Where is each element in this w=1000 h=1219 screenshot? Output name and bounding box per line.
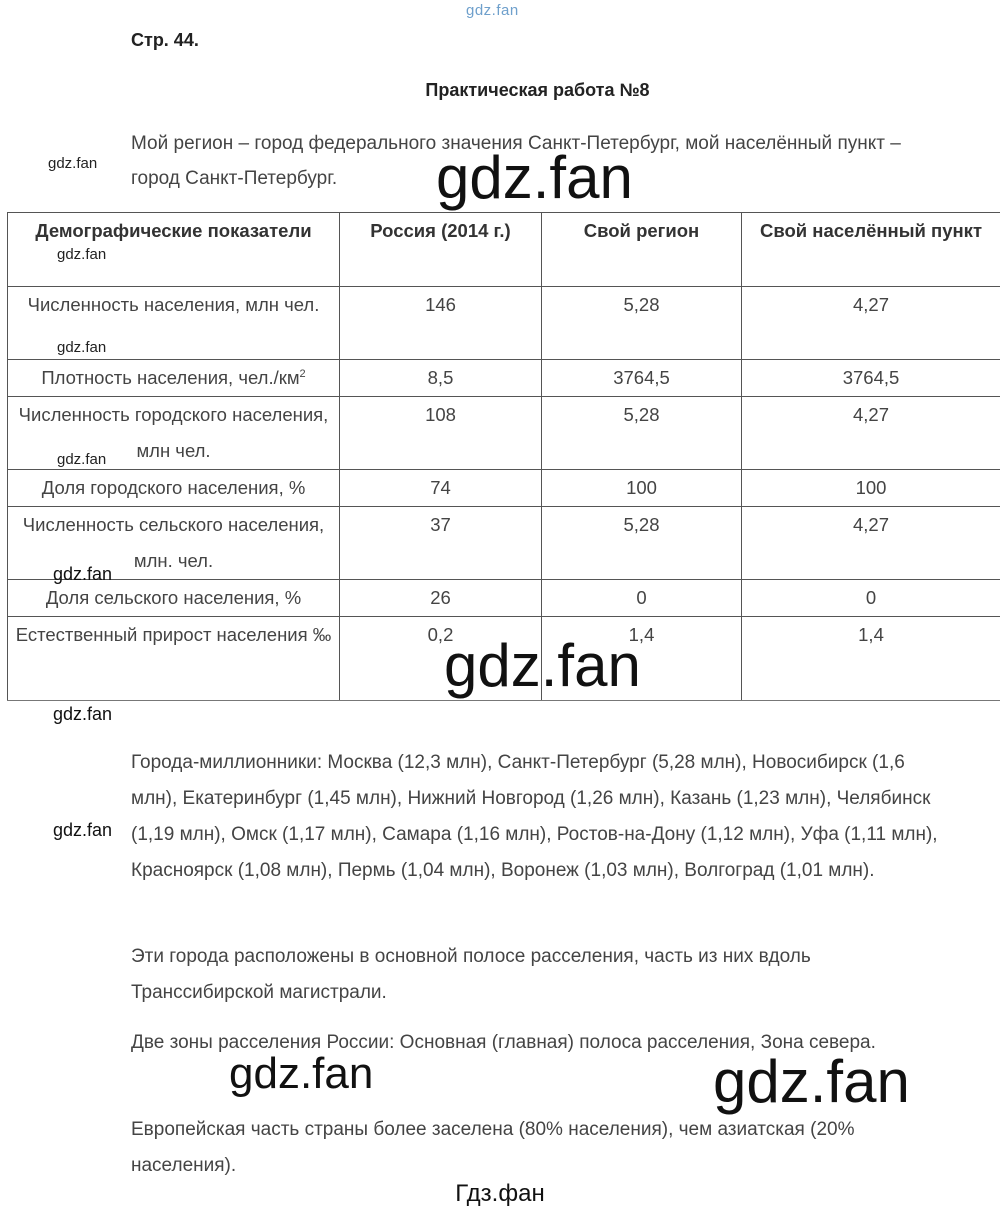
table-header-cell: Свой регион	[542, 213, 742, 287]
row-label: Доля городского населения, %	[8, 470, 340, 507]
row-label: Численность сельского населения, млн. чел.	[8, 507, 340, 580]
watermark: gdz.fan	[53, 704, 113, 724]
russia-value: 37	[340, 507, 542, 580]
table-header-row	[8, 213, 1000, 287]
region-value: 5,28	[542, 507, 742, 580]
watermark-large: gdz.fan	[444, 632, 641, 699]
city-value: 100	[742, 470, 1000, 507]
city-value: 4,27	[742, 507, 1000, 580]
footer-site-name: Гдз.фан	[455, 1180, 545, 1207]
watermark-large: gdz.fan	[229, 1049, 374, 1098]
watermark: gdz.fan	[57, 339, 107, 356]
table-row	[8, 507, 1000, 580]
watermark: gdz.fan	[57, 246, 107, 263]
watermark: gdz.fan	[48, 155, 98, 172]
intro-text: Мой регион – город федерального значения Санкт-Петербург, мой населённый пункт – город Санкт-Петербург.	[131, 133, 901, 189]
row-label: Численность городского населения, млн чел.	[8, 397, 340, 470]
table-row	[8, 470, 1000, 507]
table-header-cell: Россия (2014 г.)	[340, 213, 542, 287]
russia-value: 8,5	[340, 360, 542, 397]
row-label-text: Плотность населения, чел./км	[41, 367, 300, 388]
watermark: gdz.fan	[53, 564, 113, 584]
table-header-cell: Свой населённый пункт	[742, 213, 1000, 287]
russia-value: 108	[340, 397, 542, 470]
row-label: Численность населения, млн чел.	[8, 287, 340, 360]
city-value: 4,27	[742, 397, 1000, 470]
russia-value: 0,2	[340, 617, 542, 701]
region-value: 0	[542, 580, 742, 617]
city-value: 3764,5	[742, 360, 1000, 397]
region-value: 5,28	[542, 287, 742, 360]
russia-value: 74	[340, 470, 542, 507]
table-row	[8, 580, 1000, 617]
watermark-top: gdz.fan	[466, 2, 519, 19]
unit-superscript: 2	[299, 367, 306, 380]
page-title: Практическая работа №8	[425, 80, 650, 100]
demographics-table	[7, 212, 1000, 701]
region-value: 5,28	[542, 397, 742, 470]
table-row	[8, 360, 1000, 397]
region-value: 100	[542, 470, 742, 507]
watermark-large: gdz.fan	[436, 144, 633, 211]
city-value: 1,4	[742, 617, 1000, 701]
region-value: 1,4	[542, 617, 742, 701]
watermark: gdz.fan	[57, 451, 107, 468]
russia-value: 146	[340, 287, 542, 360]
paragraph-million-cities: Города-миллионники: Москва (12,3 млн), Санкт-Петербург (5,28 млн), Новосибирск (1,6 млн), Екатеринбург (1,45 млн), Нижний Новгород (1,26 млн), Казань (1,23 млн), Челябинск (1,19 млн), Омск (1,17 млн), Самара (1,16 млн), Ростов-на-Дону (1,12 млн), Уфа (1,11 млн), Красноярск (1,08 млн), Пермь (1,04 млн), Воронеж (1,03 млн), Волгоград (1,01 млн).	[131, 752, 938, 881]
row-label: Доля сельского населения, %	[8, 580, 340, 617]
paragraph-zones: Две зоны расселения России: Основная (главная) полоса расселения, Зона севера.	[131, 1032, 876, 1053]
watermark: gdz.fan	[53, 820, 113, 840]
paragraph-european-part: Европейская часть страны более заселена (80% населения), чем азиатская (20% населения).	[131, 1119, 855, 1176]
table-header-cell: Демографические показатели	[8, 213, 340, 287]
russia-value: 26	[340, 580, 542, 617]
table-row	[8, 397, 1000, 470]
table-row	[8, 287, 1000, 360]
city-value: 0	[742, 580, 1000, 617]
watermark-large: gdz.fan	[713, 1048, 910, 1115]
row-label	[8, 360, 340, 397]
row-label: Естественный прирост населения ‰	[8, 617, 340, 701]
page-reference: Стр. 44.	[131, 30, 199, 50]
paragraph-location: Эти города расположены в основной полосе расселения, часть из них вдоль Транссибирской магистрали.	[131, 946, 811, 1003]
city-value: 4,27	[742, 287, 1000, 360]
region-value: 3764,5	[542, 360, 742, 397]
